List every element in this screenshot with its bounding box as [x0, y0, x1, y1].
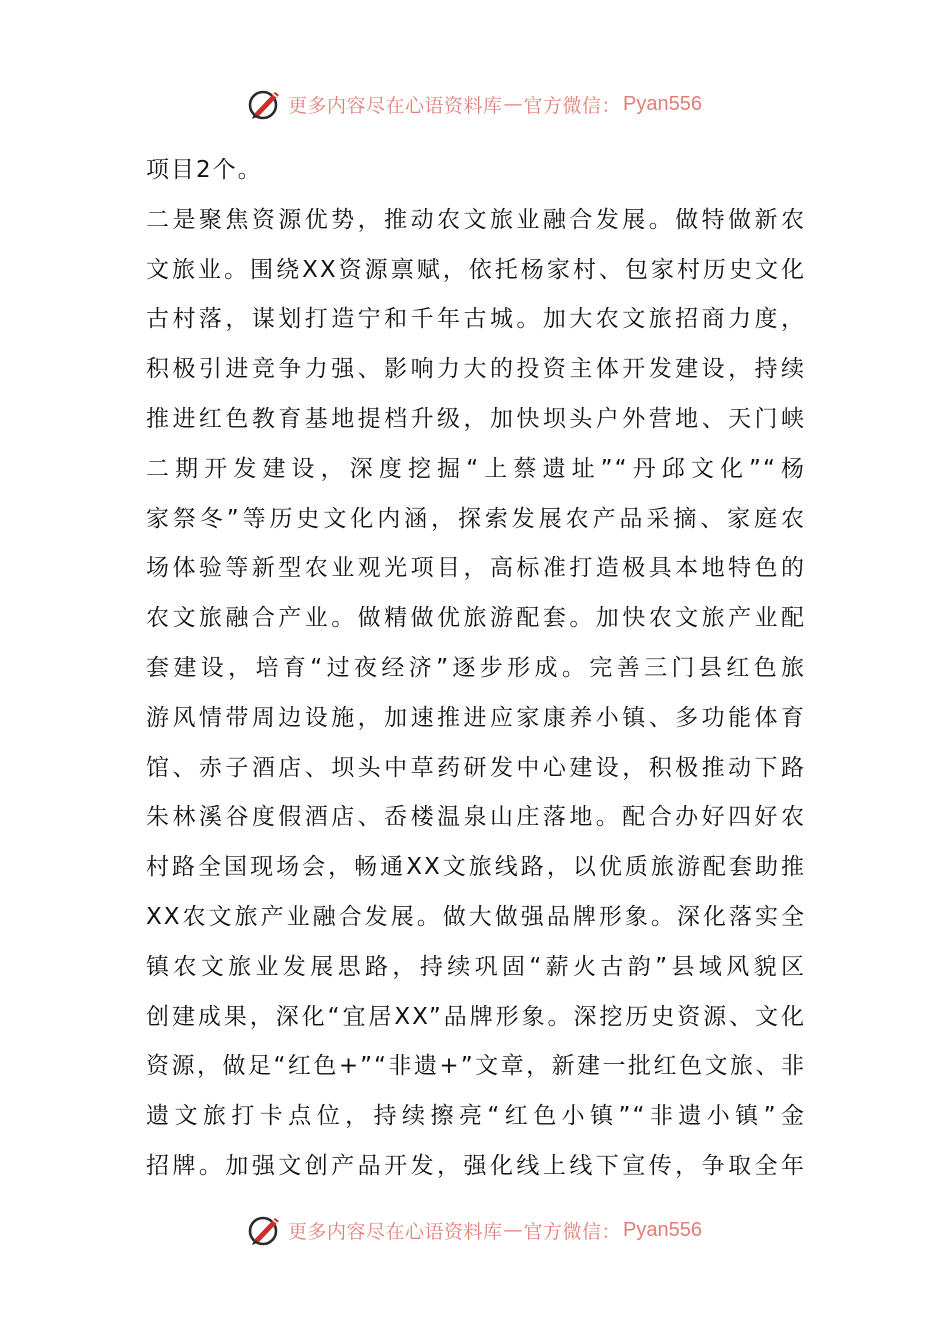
body-line: 文旅业。围绕XX资源禀赋，依托杨家村、包家村历史文化 — [146, 256, 806, 283]
body-line: 遗文旅打卡点位，持续擦亮“红色小镇”“非遗小镇”金 — [146, 1103, 806, 1130]
footer-handle: Pyan556 — [623, 1218, 702, 1241]
body-line: 村路全国现场会，畅通XX文旅线路，以优质旅游配套助推 — [146, 854, 806, 881]
body-line: 游风情带周边设施，加速推进应家康养小镇、多功能体育 — [146, 704, 806, 731]
header-contact-label: 官方微信： — [523, 94, 622, 117]
body-line: 推进红色教育基地提档升级，加快坝头户外营地、天门峡 — [146, 405, 806, 432]
body-line: 招牌。加强文创产品开发，强化线上线下宣传，争取全年 — [146, 1152, 806, 1179]
body-line: 镇农文旅业发展思路，持续巩固“薪火古韵”县域风貌区 — [146, 953, 806, 980]
body-line: 套建设，培育“过夜经济”逐步形成。完善三门县红色旅 — [146, 654, 806, 681]
header-handle: Pyan556 — [623, 92, 702, 115]
body-line: 农文旅融合产业。做精做优旅游配套。加快农文旅产业配 — [146, 605, 806, 632]
body-line: 馆、赤子酒店、坝头中草药研发中心建设，积极推动下路 — [146, 754, 806, 781]
body-line: 资源，做足“红色+”“非遗+”文章，新建一批红色文旅、非 — [146, 1053, 806, 1080]
body-line: 项目2个。 — [146, 157, 263, 183]
body-line: 积极引进竞争力强、影响力大的投资主体开发建设，持续 — [146, 356, 806, 383]
body-line: 场体验等新型农业观光项目，高标准打造极具本地特色的 — [146, 555, 806, 582]
pen-circle-logo-icon — [248, 1212, 284, 1248]
header-site-text: 更多内容尽在心语资料库 — [288, 94, 503, 117]
footer-contact-label: 官方微信： — [523, 1220, 622, 1243]
body-line: 二期开发建设，深度挖掘“上蔡遗址”“丹邱文化”“杨 — [146, 455, 806, 482]
footer-site-text: 更多内容尽在心语资料库 — [288, 1220, 503, 1243]
page-header-banner — [0, 82, 950, 126]
body-line: 创建成果，深化“宜居XX”品牌形象。深挖历史资源、文化 — [146, 1003, 806, 1030]
pen-circle-logo-icon — [248, 86, 284, 122]
footer-separator: — — [503, 1219, 523, 1241]
page-footer-banner — [0, 1208, 950, 1252]
body-line: 古村落，谋划打造宁和千年古城。加大农文旅招商力度， — [146, 306, 806, 333]
document-body — [146, 146, 806, 1192]
header-separator: — — [503, 93, 523, 115]
body-line: XX农文旅产业融合发展。做大做强品牌形象。深化落实全 — [146, 903, 806, 930]
body-line: 朱林溪谷度假酒店、岙楼温泉山庄落地。配合办好四好农 — [146, 804, 806, 831]
body-line: 家祭冬”等历史文化内涵，探索发展农产品采摘、家庭农 — [146, 505, 806, 532]
body-line: 二是聚焦资源优势，推动农文旅业融合发展。做特做新农 — [146, 206, 806, 233]
